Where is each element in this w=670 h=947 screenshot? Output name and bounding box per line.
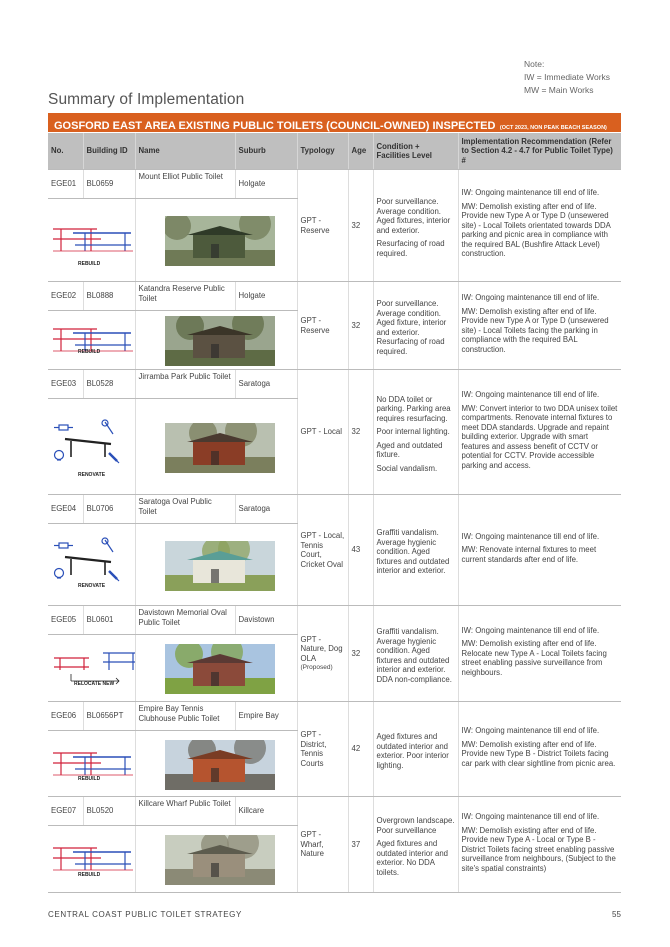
cell-photo	[135, 731, 297, 797]
header-name: Name	[135, 133, 235, 170]
page-title: Summary of Implementation	[48, 91, 245, 108]
cell-typology	[297, 282, 348, 370]
header-suburb: Suburb	[235, 133, 297, 170]
renovate-icon	[51, 419, 131, 475]
table-row	[48, 282, 621, 311]
photo-frame	[165, 423, 275, 473]
header-recommendation: Implementation Recommendation (Refer to Section 4.2 - 4.7 for Public Toilet Type) #	[458, 133, 621, 170]
cell-condition	[373, 170, 458, 282]
photo-frame	[165, 835, 275, 885]
iw-text: IW: Ongoing maintenance till end of life.	[461, 812, 600, 821]
typology-text: GPT - Wharf, Nature	[300, 830, 324, 859]
cell-photo	[135, 399, 297, 495]
action-label: RELOCATE NEW	[74, 680, 115, 687]
cell-age: 32	[348, 282, 373, 370]
toilet-summary-table	[48, 133, 621, 893]
condition-text: Aged fixtures and outdated interior and exterior. No DDA toilets.	[376, 839, 449, 877]
table-row	[48, 797, 621, 826]
cell-photo	[135, 199, 297, 282]
typology-text: GPT - Nature, Dog OLA	[300, 634, 343, 663]
cell-building-id: BL0601	[83, 606, 135, 635]
cell-age: 42	[348, 702, 373, 797]
cell-name: Katandra Reserve Public Toilet	[135, 282, 235, 311]
photo-frame	[165, 216, 275, 266]
cell-building-id: BL0520	[83, 797, 135, 826]
typology-text: GPT - Local, Tennis Court, Cricket Oval	[300, 531, 345, 569]
header-building-id: Building ID	[83, 133, 135, 170]
typology-text: GPT - Local	[300, 427, 342, 437]
cell-no: EGE02	[48, 282, 83, 311]
cell-no: EGE05	[48, 606, 83, 635]
cell-typology	[297, 495, 348, 606]
action-label: REBUILD	[78, 348, 101, 355]
page-number: 55	[612, 910, 621, 919]
cell-suburb: Saratoga	[235, 370, 297, 399]
cell-condition	[373, 797, 458, 893]
action-label: RENOVATE	[78, 471, 106, 478]
condition-text: No DDA toilet or parking. Parking area requires resurfacing.	[376, 394, 451, 423]
cell-name: Davistown Memorial Oval Public Toilet	[135, 606, 235, 635]
condition-text: Social vandalism.	[376, 463, 438, 473]
iw-text: IW: Ongoing maintenance till end of life.	[461, 188, 600, 198]
iw-text: IW: Ongoing maintenance till end of life.	[461, 390, 600, 399]
cell-name: Saratoga Oval Public Toilet	[135, 495, 235, 524]
cell-condition	[373, 702, 458, 797]
condition-text: Poor surveillance. Average condition. Aged fixtures, interior and exterior.	[376, 197, 451, 235]
header-condition: Condition + Facilities Level	[373, 133, 458, 170]
toilet-photo	[165, 835, 275, 885]
cell-action-diagram	[48, 399, 135, 495]
cell-age: 43	[348, 495, 373, 606]
note-iw: IW = Immediate Works	[524, 72, 611, 82]
cell-suburb: Holgate	[235, 170, 297, 199]
cell-recommendation	[458, 170, 621, 282]
cell-condition	[373, 606, 458, 702]
mw-text: MW: Demolish existing after end of life. Provide new Type B - District Toilets facing car park with clear sightline from picnic area.	[461, 739, 616, 768]
photo-frame	[165, 644, 275, 694]
cell-typology	[297, 606, 348, 702]
banner-title: GOSFORD EAST AREA EXISTING PUBLIC TOILETS (COUNCIL-OWNED) INSPECTED	[54, 120, 496, 132]
typology-text: GPT - Reserve	[300, 316, 330, 335]
photo-frame	[165, 740, 275, 790]
cell-suburb: Killcare	[235, 797, 297, 826]
note-label: Note:	[524, 59, 545, 69]
toilet-photo	[165, 423, 275, 473]
iw-text: IW: Ongoing maintenance till end of life.	[461, 293, 600, 302]
footer-title: CENTRAL COAST PUBLIC TOILET STRATEGY	[48, 910, 242, 919]
condition-text: Overgrown landscape. Poor surveillance	[376, 816, 455, 835]
iw-text: IW: Ongoing maintenance till end of life.	[461, 726, 600, 735]
note-mw: MW = Main Works	[524, 85, 594, 95]
table-row	[48, 702, 621, 731]
cell-age: 37	[348, 797, 373, 893]
toilet-photo	[165, 316, 275, 366]
cell-action-diagram	[48, 635, 135, 702]
cell-typology	[297, 702, 348, 797]
table-row	[48, 370, 621, 399]
cell-age: 32	[348, 370, 373, 495]
section-banner	[48, 113, 621, 132]
condition-text: Graffiti vandalism. Average hygienic condition. Aged fixtures and outdated interior and exterior.	[376, 528, 450, 576]
typology-text: GPT - Reserve	[300, 216, 330, 235]
table-header-row	[48, 133, 621, 170]
cell-recommendation	[458, 282, 621, 370]
cell-suburb: Davistown	[235, 606, 297, 635]
cell-typology	[297, 797, 348, 893]
cell-action-diagram	[48, 199, 135, 282]
toilet-photo	[165, 644, 275, 694]
typology-text: GPT - District, Tennis Courts	[300, 730, 327, 768]
cell-suburb: Saratoga	[235, 495, 297, 524]
banner-subtitle: (OCT 2023, NON PEAK BEACH SEASON)	[499, 125, 607, 131]
condition-text: Aged and outdated fixture.	[376, 440, 443, 460]
cell-no: EGE03	[48, 370, 83, 399]
iw-text: IW: Ongoing maintenance till end of life.	[461, 625, 600, 635]
cell-building-id: BL0528	[83, 370, 135, 399]
table-row	[48, 495, 621, 524]
cell-condition	[373, 370, 458, 495]
cell-name: Jirramba Park Public Toilet	[135, 370, 235, 399]
iw-text: IW: Ongoing maintenance till end of life.	[461, 531, 600, 541]
photo-frame	[165, 316, 275, 366]
cell-building-id: BL0659	[83, 170, 135, 199]
cell-photo	[135, 311, 297, 370]
action-label: REBUILD	[78, 775, 101, 782]
header-no: No.	[48, 133, 83, 170]
toilet-photo	[165, 541, 275, 591]
cell-typology	[297, 170, 348, 282]
cell-age: 32	[348, 170, 373, 282]
mw-text: MW: Demolish existing after end of life. Relocate new Type A - Local Toilets facing street enabling passive surveillance from neighbours.	[461, 639, 607, 677]
cell-no: EGE06	[48, 702, 83, 731]
cell-no: EGE04	[48, 495, 83, 524]
mw-text: MW: Demolish existing after end of life. Provide new Type A - Local or Type B - District Toilets facing street enabling passive surveillance from neighbours, (Subject to the site's spatial constraints)	[461, 825, 616, 873]
cell-condition	[373, 282, 458, 370]
table-row	[48, 606, 621, 635]
action-label: REBUILD	[78, 871, 101, 878]
cell-suburb: Holgate	[235, 282, 297, 311]
cell-no: EGE01	[48, 170, 83, 199]
works-note	[524, 58, 610, 97]
condition-text: Aged fixtures and outdated interior and exterior. Poor interior lighting.	[376, 732, 449, 770]
cell-suburb: Empire Bay	[235, 702, 297, 731]
cell-condition	[373, 495, 458, 606]
cell-action-diagram	[48, 731, 135, 797]
header-typology: Typology	[297, 133, 348, 170]
condition-text: Graffiti vandalism. Average hygienic condition. Aged fixtures and outdated interior and exterior. DDA non-compliance.	[376, 627, 452, 684]
cell-action-diagram	[48, 524, 135, 606]
cell-action-diagram	[48, 311, 135, 370]
cell-no: EGE07	[48, 797, 83, 826]
cell-age: 32	[348, 606, 373, 702]
cell-recommendation	[458, 370, 621, 495]
mw-text: MW: Renovate internal fixtures to meet current standards after end of life.	[461, 545, 597, 564]
cell-name: Empire Bay Tennis Clubhouse Public Toilet	[135, 702, 235, 731]
table-row	[48, 170, 621, 199]
cell-building-id: BL0888	[83, 282, 135, 311]
cell-photo	[135, 524, 297, 606]
mw-text: MW: Demolish existing after end of life. Provide new Type A or Type D (unsewered site) - Local Toilets facing the parking in compliance with the required BAL construction.	[461, 306, 609, 354]
cell-action-diagram	[48, 826, 135, 893]
mw-text: MW: Demolish existing after end of life. Provide new Type A or Type D (unsewered site) - Local Toilets orientated towards DDA parking and picnic area in compliance with the required BAL (Bushfire Attack Level) construction.	[461, 201, 611, 259]
action-label: REBUILD	[78, 260, 101, 267]
mw-text: MW: Convert interior to two DDA unisex toilet compartments. Renovate internal fixtures to meet DDA standards. Upgrade and repaint building exterior. Upgrade with smart features and assess benefit of CCTV or potential for CCTV. Provide accessible parking and access.	[461, 403, 618, 470]
condition-text: Poor surveillance. Average condition. Aged fixture, interior and exterior. Resurfacing of road required.	[376, 299, 447, 356]
table-body	[48, 170, 621, 893]
cell-typology	[297, 370, 348, 495]
cell-name: Mount Elliot Public Toilet	[135, 170, 235, 199]
cell-recommendation	[458, 495, 621, 606]
condition-text: Poor internal lighting.	[376, 427, 450, 437]
cell-recommendation	[458, 797, 621, 893]
typology-note: (Proposed)	[300, 664, 333, 671]
condition-text: Resurfacing of road required.	[376, 239, 445, 258]
photo-frame	[165, 541, 275, 591]
cell-recommendation	[458, 702, 621, 797]
cell-photo	[135, 635, 297, 702]
action-label: RENOVATE	[78, 582, 106, 589]
cell-photo	[135, 826, 297, 893]
toilet-photo	[165, 216, 275, 266]
cell-name: Killcare Wharf Public Toilet	[135, 797, 235, 826]
cell-building-id: BL0706	[83, 495, 135, 524]
rebuild-icon	[51, 221, 135, 259]
cell-recommendation	[458, 606, 621, 702]
toilet-photo	[165, 740, 275, 790]
header-age: Age	[348, 133, 373, 170]
cell-building-id: BL0656PT	[83, 702, 135, 731]
